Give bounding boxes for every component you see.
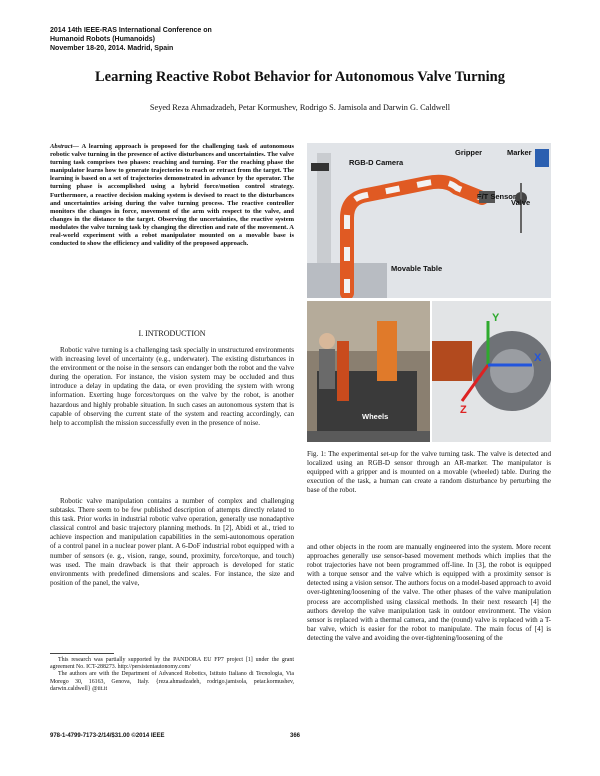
section-heading-introduction: I. INTRODUCTION [138,329,206,338]
label-movable-table: Movable Table [391,264,443,273]
intro-paragraph-2: Robotic valve manipulation contains a number of complex and challenging subtasks. There seem to be few published description of attempts directly related to this task. Prior works in industrial robotic valve operation, generally use nonadaptive classical control and basic trajectory planning methods. In [2], Abidi et al., tried to achieve inspection and manipulation capabilities in the semi-autonomous operation of a control panel in a nuclear power plant. A 6-DoF industrial robot equipped with a number of sensors (e. g., vision, range, sound, proximity, force/torque, and touch) was used. The main drawback is that their approach is developed for static environments with predefined dimensions and scales. For instance, the size and position of the panel, the valve, [50,497,294,587]
abstract-text: — A learning approach is proposed for the challenging task of autonomous robotic valve turning in the presence of active disturbances and uncertainties. The valve turning task comprises two phases: reaching and turning. For the reaching phase the manipulator learns how to generate trajectories to reach or retract from the target. The learning is based on a set of trajectories demonstrated in advance by the operator. The turning phase is accomplished using a hybrid force/motion control strategy. Furthermore, a reactive decision making system is devised to react to the disturbances and uncertainties arising during the valve turning process. The reactive controller monitors the changes in force, movement of the arm with respect to the valve, and changes in the distance to the target. Observing the uncertainties, the reactive system modulates the valve turning task by changing the direction and rate of the movement. A real-world experiment with a robot manipulator mounted on a movable base is conducted to show the efficiency and validity of the proposed approach. [50,143,294,248]
conference-line-3: November 18-20, 2014. Madrid, Spain [50,45,174,52]
conference-line-2: Humanoid Robots (Humanoids) [50,36,155,43]
label-ft-sensor: F/T Sensor [477,192,516,201]
label-axis-y: Y [492,312,500,324]
label-valve: Valve [511,198,531,207]
label-gripper: Gripper [455,148,483,157]
figure-bottom-right-photo [432,301,551,442]
footnotes [50,657,294,693]
footnote-affiliation: The authors are with the Department of Advanced Robotics, Istituto Italiano di Tecnologia, Via Morego 30, 16163, Genova, Italy. {reza.ahmadzadeh, rodrigo.jamisola, petar.kormushev, darwin.caldwell} @iit.it [50,671,294,692]
conference-line-1: 2014 14th IEEE-RAS International Conference on [50,27,212,34]
paper-authors: Seyed Reza Ahmadzadeh, Petar Kormushev, Rodrigo S. Jamisola and Darwin G. Caldwell [149,103,451,112]
intro-paragraph-3: and other objects in the room are manually engineered into the system. More recent approaches generally use sensor-based movement methods which implies that the robot trajectories have not been programmed off-line. In [3], the robot is equipped with a torque sensor and the valve which is equipped with a proximity sensor is detected using a vision sensor. The authors focus on a model-based approach to avoid over-tightening/loosening of the valve. The other phases of the valve manipulation process are accomplished using classical methods. In their next research [4] the authors develop the valve manipulation task in outdoor environment. The vision sensor is replaced with a thermal camera, and the (round) valve is replaced with a T-bar valve, which is easier for the robot to manipulate. The main focus of [4] is detecting the valve and avoiding the over-tightening/loosening of the [307,543,551,642]
figure-top-photo [307,143,551,298]
label-axis-x: X [534,352,542,364]
page-number: 366 [290,733,301,739]
paper-title: Learning Reactive Robot Behavior for Autonomous Valve Turning [95,69,505,85]
abstract-label: Abstract [50,143,73,150]
footnote-rule [50,653,114,654]
abstract [50,143,294,248]
figure-bottom-left-photo [307,301,430,442]
label-axis-z: Z [460,404,467,416]
label-rgbd-camera: RGB-D Camera [349,158,404,167]
isbn-footer: 978-1-4799-7173-2/14/$31.00 ©2014 IEEE [50,733,165,739]
label-marker: Marker [507,148,532,157]
intro-paragraph-1: Robotic valve turning is a challenging task specially in unstructured environments with increasing level of uncertainty (e.g., underwater). The existing disturbances in the environment or the noise in the sensors can endanger both the robot and the valve during the operation. For instance, the vision system may be occluded and thus introduce a delay in updating the data, or even providing the system with wrong information. Exerting huge forces/torques on the valve by the robot, is another hazardous and highly probable situation. In such cases an autonomous system that is capable of observing the current state of the system and reacting accordingly, can help to accomplish the mission successfully even in the presence of noise. [50,346,294,427]
footnote-funding: This research was partially supported by the PANDORA EU FP7 project [1] under the grant agreement No. ICT-288273. http://persistentautonomy.com/ [50,657,294,671]
figure-caption: Fig. 1: The experimental set-up for the valve turning task. The valve is detected and localized using an RGB-D sensor through an AR-marker. The manipulator is equipped with a gripper and is mounted on a movable (wheeled) table. During the execution of the task, a human can create a random disturbance by perturbing the base of the robot. [307,450,551,495]
conference-header [50,26,310,53]
label-wheels: Wheels [362,412,389,421]
